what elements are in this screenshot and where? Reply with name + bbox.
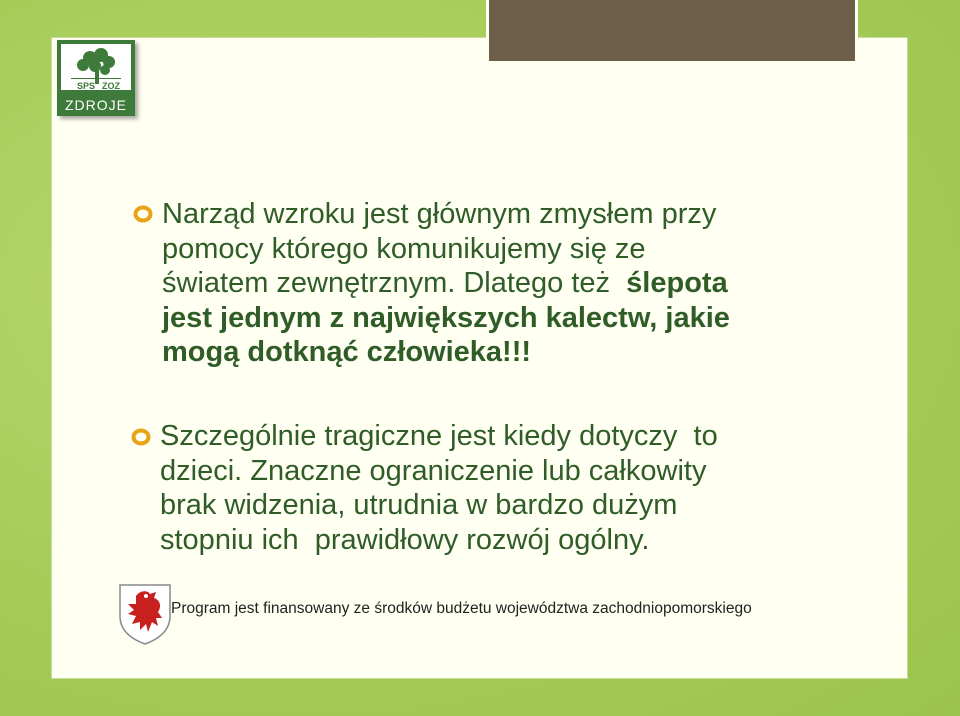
line-normal: pomocy którego komunikujemy się ze (162, 232, 646, 265)
griffin-crest-icon (116, 582, 174, 646)
bullet-text-2 (160, 419, 850, 557)
bullet-1-line-4 (162, 301, 842, 336)
bullet-2-line-1 (160, 419, 850, 454)
logo-sps-text: SPS (77, 81, 96, 91)
logo-zdroje-text: ZDROJE (65, 97, 127, 113)
line-bold: mogą dotknąć człowieka!!! (162, 336, 532, 368)
line-normal: Narząd wzroku jest głównym zmysłem przy (162, 198, 717, 230)
bullet-2-line-3 (160, 488, 850, 523)
line-normal: stopniu ich prawidłowy rozwój ogólny. (160, 523, 650, 556)
bullet-1-line-2 (162, 232, 842, 267)
line-normal: dzieci. Znaczne ograniczenie lub całkowity (160, 454, 707, 487)
bullet-2-line-2 (160, 454, 850, 489)
line-bold: jest jednym z największych kalectw, jakie (162, 301, 730, 334)
line-bold: ślepota (626, 267, 728, 299)
sps-zoz-zdroje-logo (57, 40, 135, 116)
bullet-1-line-5 (162, 335, 842, 370)
bullet-ring-icon (133, 204, 153, 224)
footer-funding-text: Program jest finansowany ze środków budżetu województwa zachodniopomorskiego (171, 600, 752, 617)
line-normal: brak widzenia, utrudnia w bardzo dużym (160, 489, 678, 521)
bullet-1-line-3 (162, 266, 842, 301)
bullet-2-line-4 (160, 523, 850, 558)
logo-zoz-text: ZOZ (102, 81, 120, 91)
bullet-text-1 (162, 197, 842, 370)
top-accent-bar (486, 0, 858, 64)
line-normal: Szczególnie tragiczne jest kiedy dotyczy to (160, 420, 718, 452)
bullet-ring-icon (131, 427, 151, 447)
bullet-1-line-1 (162, 197, 842, 232)
line-normal: światem zewnętrznym. Dlatego też (162, 267, 627, 299)
